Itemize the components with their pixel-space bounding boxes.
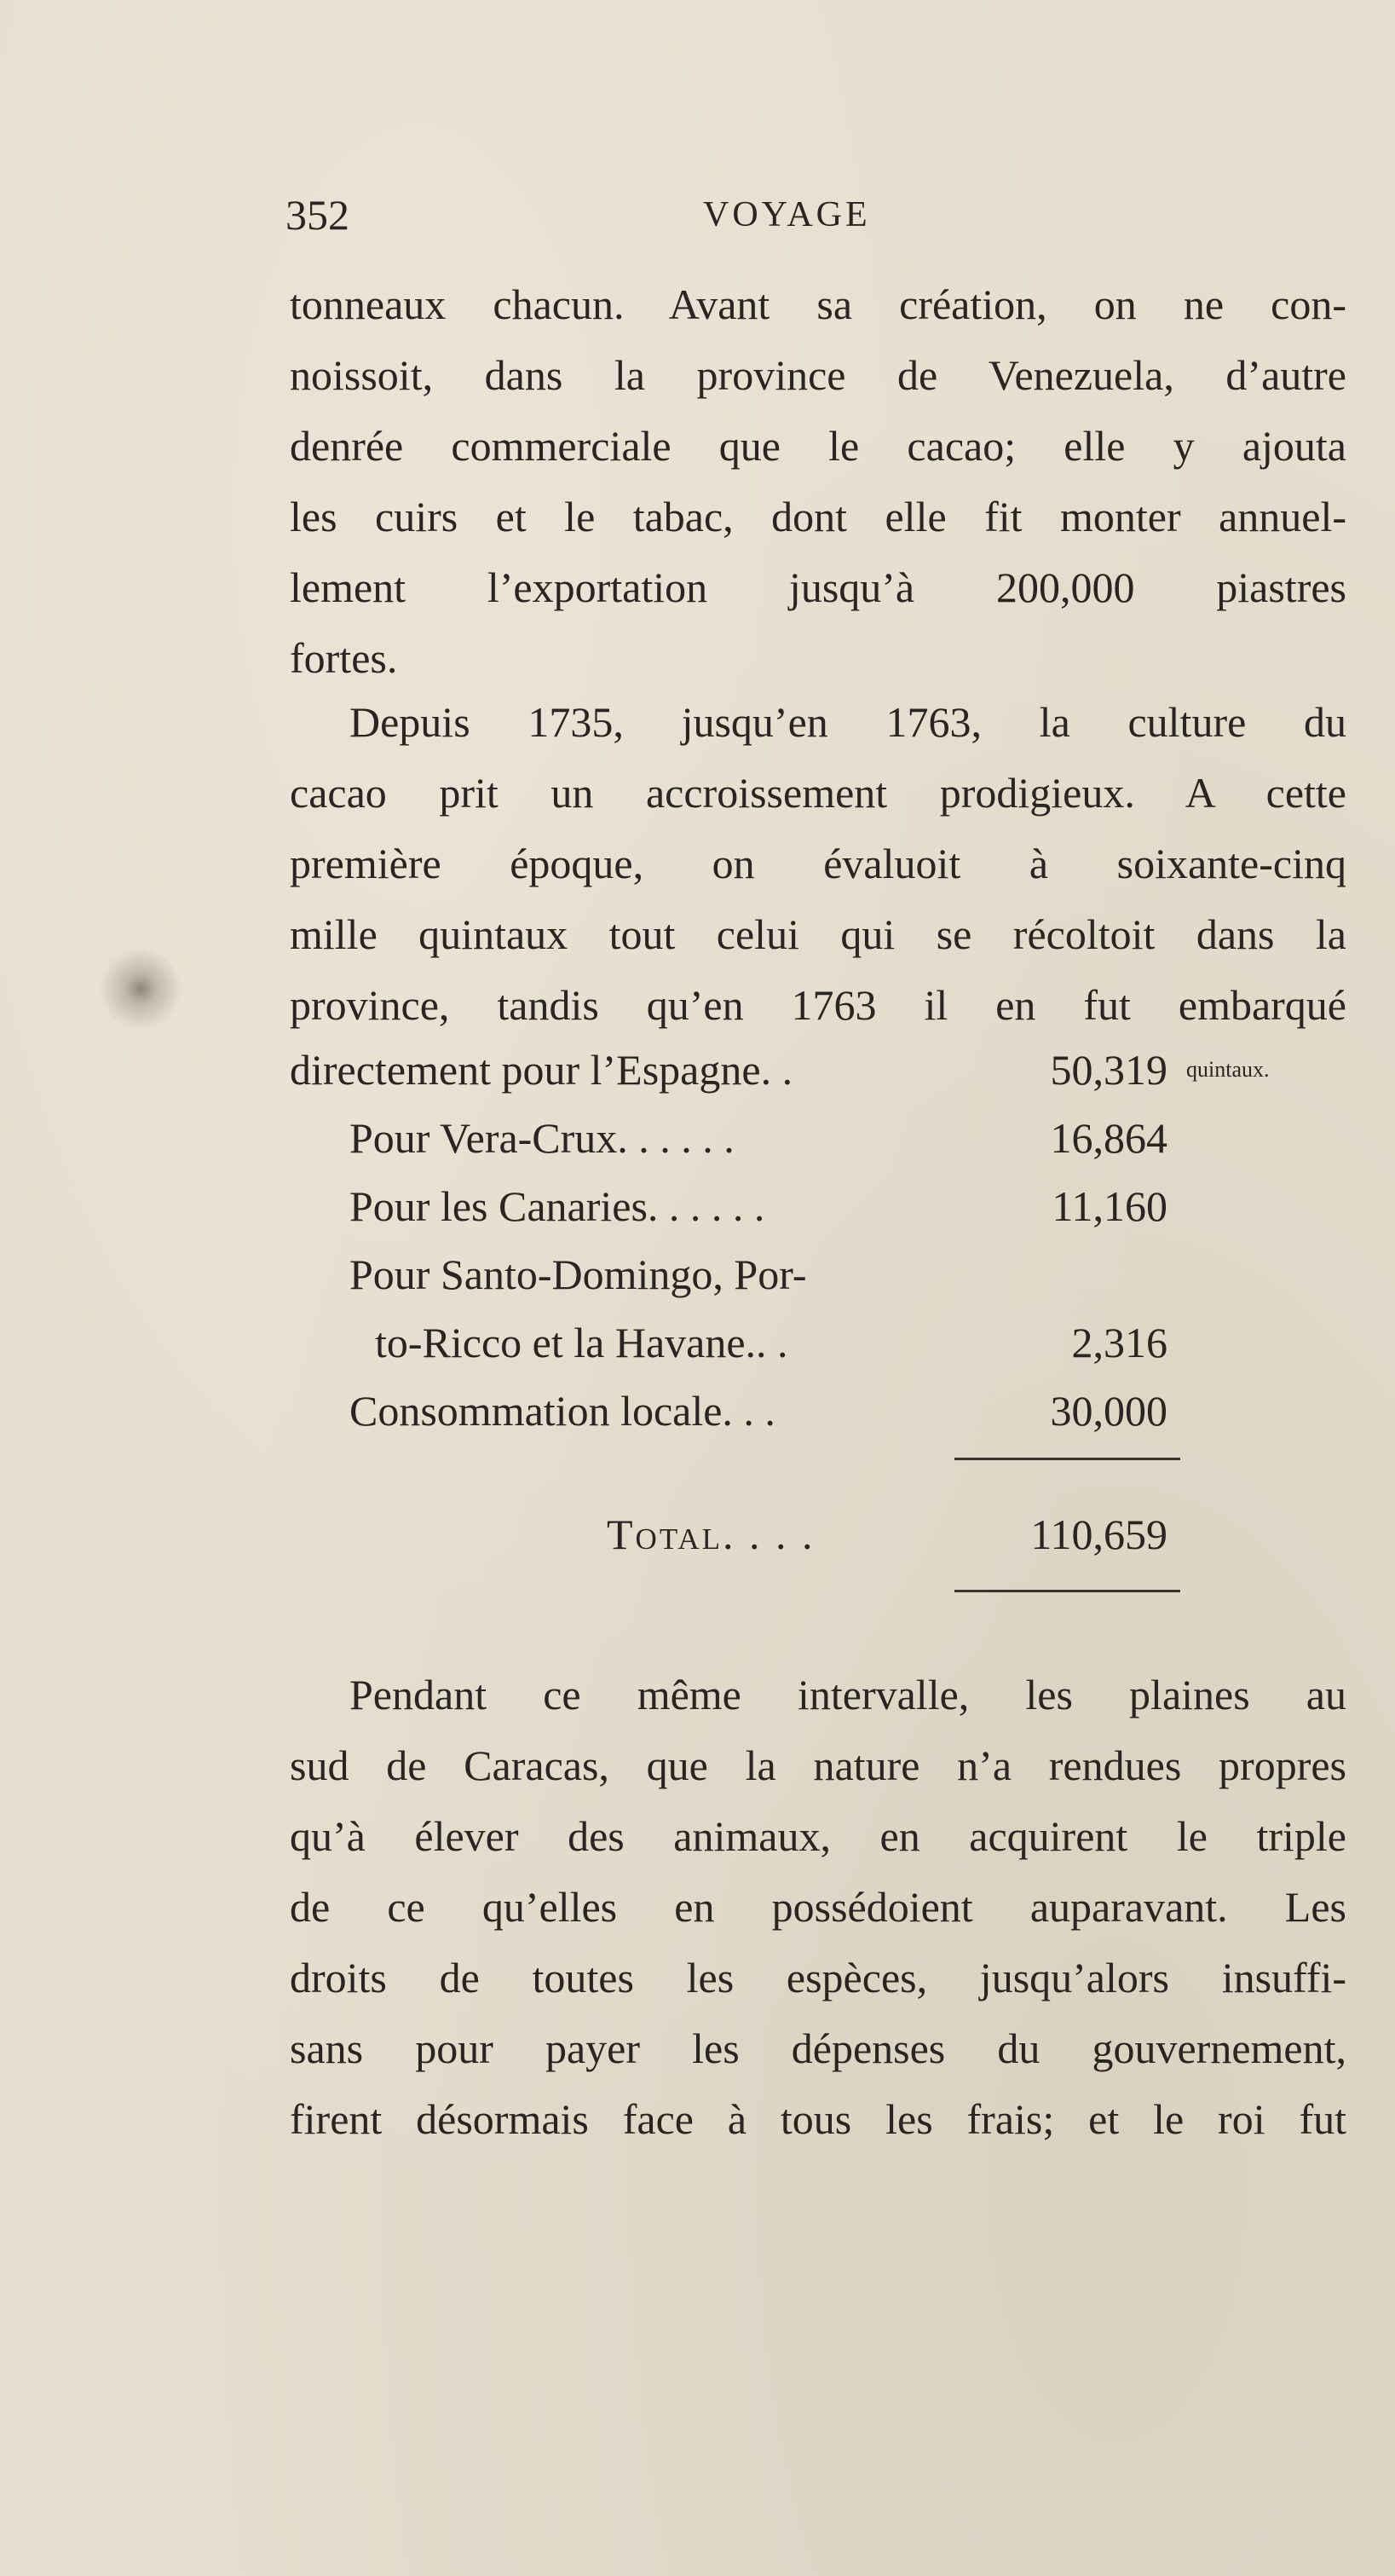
table-row-label: Pour Santo-Domingo, Por- (349, 1250, 807, 1298)
text-line: firent désormais face à tous les frais; et le roi fut (290, 2095, 1346, 2143)
table-row-value: 11,160 (1052, 1182, 1167, 1230)
table-row-value: 30,000 (1050, 1387, 1167, 1435)
text-line: sans pour payer les dépenses du gouvernement, (290, 2024, 1346, 2072)
text-line: les cuirs et le tabac, dont elle fit monter annuel- (290, 493, 1346, 540)
running-title: VOYAGE (703, 195, 871, 234)
text-line: qu’à élever des animaux, en acquirent le triple (290, 1812, 1346, 1860)
text-line: Pendant ce même intervalle, les plaines au (349, 1671, 1346, 1718)
table-total-label: Total. . . . (607, 1510, 816, 1558)
table-row-label: Pour Vera-Crux. . . . . . (349, 1114, 735, 1162)
text-line: tonneaux chacun. Avant sa création, on ne con- (290, 280, 1346, 328)
text-line: droits de toutes les espèces, jusqu’alors insuffi- (290, 1954, 1346, 2001)
text-line: cacao prit un accroissement prodigieux. A cette (290, 769, 1346, 817)
table-rule (954, 1458, 1180, 1460)
table-row-label: Pour les Canaries. . . . . . (349, 1182, 765, 1230)
table-row-value: 50,319 (1050, 1046, 1167, 1094)
text-line: Depuis 1735, jusqu’en 1763, la culture du (349, 698, 1346, 746)
text-line: noissoit, dans la province de Venezuela, d’autre (290, 351, 1346, 399)
page-number: 352 (285, 191, 349, 239)
table-row-value: 16,864 (1050, 1114, 1167, 1162)
text-line: denrée commerciale que le cacao; elle y ajouta (290, 422, 1346, 470)
table-total-value: 110,659 (1030, 1510, 1167, 1558)
text-line: première époque, on évaluoit à soixante-cinq (290, 840, 1346, 887)
table-row-label: Consommation locale. . . (349, 1387, 775, 1435)
table-row-label: directement pour l’Espagne. . (290, 1046, 793, 1094)
table-row-label: to-Ricco et la Havane.. . (375, 1319, 788, 1366)
table-rule (954, 1590, 1180, 1592)
text-line: de ce qu’elles en possédoient auparavant. Les (290, 1883, 1346, 1931)
text-line: sud de Caracas, que la nature n’a rendues propres (290, 1741, 1346, 1789)
text-line: mille quintaux tout celui qui se récoltoit dans la (290, 910, 1346, 958)
running-head (285, 189, 942, 240)
table-row-unit: quintaux. (1186, 1057, 1270, 1082)
text-line: lement l’exportation jusqu’à 200,000 piastres (290, 563, 1346, 611)
table-row-value: 2,316 (1071, 1319, 1167, 1366)
text-line: fortes. (290, 634, 398, 682)
text-line: province, tandis qu’en 1763 il en fut embarqué (290, 981, 1346, 1029)
